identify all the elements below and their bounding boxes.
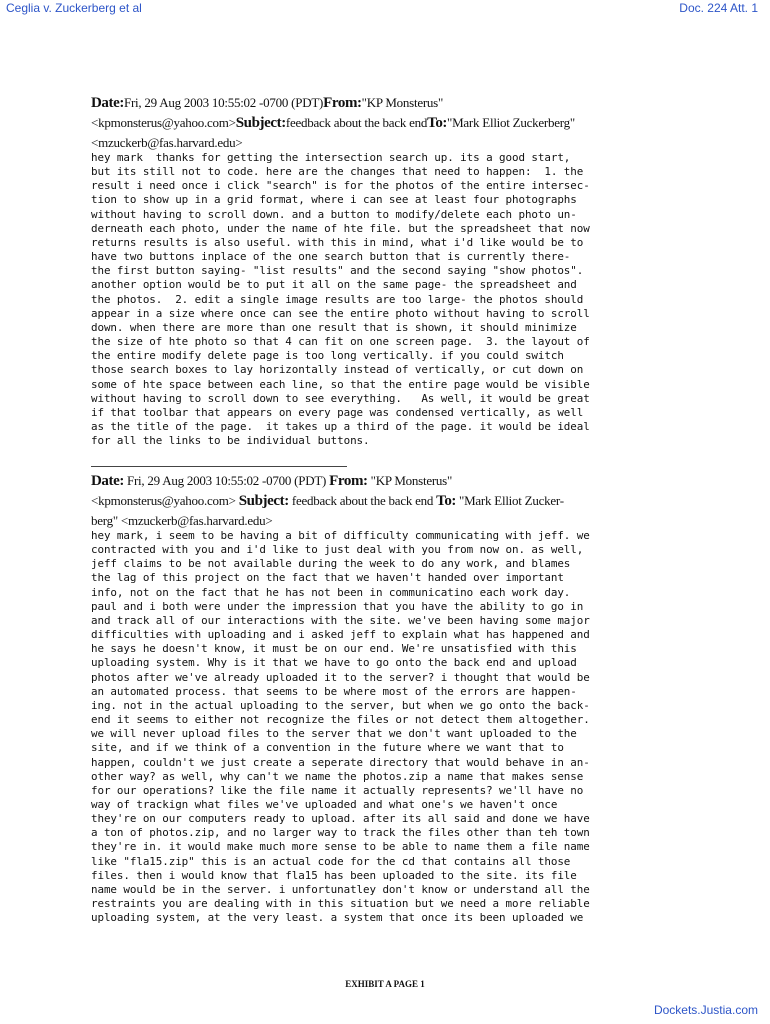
email1-body-line: for all the links to be individual buttons. bbox=[91, 434, 370, 448]
email1-body-line: returns results is also useful. with this in mind, what i'd like would be to bbox=[91, 235, 584, 249]
email2-body-line: for our operations? like the file name it actually represents? we'll have no bbox=[91, 783, 584, 797]
email1-from-label: From: bbox=[323, 95, 362, 111]
email2-body-line: contracted with you and i'd like to just deal with you from now on. as well, bbox=[91, 543, 584, 557]
email2-from-label: From: bbox=[329, 473, 368, 489]
email2-body bbox=[91, 529, 677, 925]
email2-body-line: photos after we've already uploaded it to the server? i thought that would be bbox=[91, 670, 590, 684]
email2-body-line: he says he doesn't know, it must be on our end. We're unsatisfied with this bbox=[91, 642, 577, 656]
email1-from: "KP Monsterus" bbox=[361, 95, 444, 110]
email2-body-line: difficulties with uploading and i asked jeff to explain what has happened and bbox=[91, 628, 590, 642]
email1-subject-label: Subject: bbox=[235, 115, 286, 131]
email2-body-line: uploading system. Why is it that we have to go onto the back end and upload bbox=[91, 656, 577, 670]
email2-date: Fri, 29 Aug 2003 10:55:02 -0700 (PDT) bbox=[123, 473, 330, 488]
doc-reference-link[interactable]: Doc. 224 Att. 1 bbox=[679, 1, 758, 15]
email1-body-line: the entire modify delete page is too long vertically. if you could switch bbox=[91, 349, 564, 363]
email1-body-line: another option would be to put it all on the same page- the spreadsheet and bbox=[91, 278, 577, 292]
email2-to-label: To: bbox=[436, 493, 457, 509]
email1-body-line: without having to scroll down to see everything. As well, it would be great bbox=[91, 391, 590, 405]
email1-body-line: derneath each photo, under the name of hte file. but the spreadsheet that now bbox=[91, 221, 590, 235]
email1-body-line: tion to show up in a grid format, where i can see at least four photographs bbox=[91, 193, 577, 207]
email1-from-address: <kpmonsterus@yahoo.com> bbox=[91, 115, 236, 130]
email1-body-line: without having to scroll down. and a button to modify/delete each photo un- bbox=[91, 207, 577, 221]
email1-subject: feedback about the back end bbox=[285, 115, 428, 130]
email2-body-line: jeff claims to be not available during the week to do any work, and blames bbox=[91, 557, 571, 571]
email2-header-line2 bbox=[91, 491, 681, 511]
email1-body bbox=[91, 151, 677, 448]
email1-body-line: but its still not to code. here are the changes that need to happen: 1. the bbox=[91, 165, 584, 179]
email2-body-line: the lag of this project on the fact that we haven't handed over important bbox=[91, 571, 564, 585]
email2-from-address: <kpmonsterus@yahoo.com> bbox=[91, 493, 239, 508]
email1-header bbox=[91, 93, 681, 153]
email1-body-line: the first button saying- "list results" and the second saying "show photos". bbox=[91, 264, 584, 278]
email2-body-line: a ton of photos.zip, and no larger way to track the files other than teh town bbox=[91, 826, 590, 840]
email2-body-line: like "fla15.zip" this is an actual code for the cd that contains all those bbox=[91, 854, 571, 868]
email1-body-line: hey mark thanks for getting the intersection search up. its a good start, bbox=[91, 151, 571, 164]
email1-header-line2 bbox=[91, 113, 681, 133]
email2-from: "KP Monsterus" bbox=[367, 473, 453, 488]
email2-body-line: site, and if we think of a convention in the future where we want that to bbox=[91, 741, 564, 755]
case-caption-link[interactable]: Ceglia v. Zuckerberg et al bbox=[6, 1, 142, 15]
email2-subject: feedback about the back end bbox=[288, 493, 437, 508]
email2-body-line: they're in. it would make much more sense to be able to name them a file name bbox=[91, 840, 590, 854]
email1-body-line: as the title of the page. it takes up a third of the page. it would be ideal bbox=[91, 419, 590, 433]
email1-body-line: some of hte space between each line, so that the entire page would be visible bbox=[91, 377, 590, 391]
email2-body-line: other way? as well, why can't we name the photos.zip a name that makes sense bbox=[91, 769, 584, 783]
email1-body-line: result i need once i click "search" is for the photos of the entire intersec- bbox=[91, 179, 590, 193]
source-link[interactable]: Dockets.Justia.com bbox=[653, 1003, 758, 1017]
email1-body-line: have two buttons inplace of the one search button that is currently there- bbox=[91, 250, 571, 264]
email1-header-line3: <mzuckerb@fas.harvard.edu> bbox=[91, 135, 243, 150]
email1-date: Fri, 29 Aug 2003 10:55:02 -0700 (PDT) bbox=[123, 95, 324, 110]
exhibit-page-label: EXHIBIT A PAGE 1 bbox=[345, 979, 425, 989]
email1-body-line: those search boxes to lay horizontally instead of vertically, or cut down on bbox=[91, 363, 584, 377]
email2-body-line: info, not on the fact that he has not been in communicatino each work day. bbox=[91, 585, 571, 599]
email2-body-line: end it seems to either not recognize the files or not detect them altogether. bbox=[91, 713, 590, 727]
email2-body-line: restraints you are dealing with in this situation but we need a more reliable bbox=[91, 897, 590, 911]
email2-header bbox=[91, 471, 681, 531]
email2-body-line: files. then i would know that fla15 has been uploaded to the site. its file bbox=[91, 868, 577, 882]
email1-date-label: Date: bbox=[91, 95, 124, 111]
email2-body-line: paul and i both were under the impression that you have the ability to go in bbox=[91, 599, 584, 613]
email2-date-label: Date: bbox=[91, 473, 124, 489]
email1-to-label: To: bbox=[427, 115, 448, 131]
email2-body-line: an automated process. that seems to be where most of the errors are happen- bbox=[91, 684, 577, 698]
email2-subject-label: Subject: bbox=[238, 493, 289, 509]
email2-header-line3: berg" <mzuckerb@fas.harvard.edu> bbox=[91, 513, 273, 528]
email1-body-line: if that toolbar that appears on every page was condensed vertically, as well bbox=[91, 405, 584, 419]
email2-body-line: they're on our computers ready to upload. after its all said and done we have bbox=[91, 812, 590, 826]
email2-body-line: name would be in the server. i unfortunatley don't know or understand all the bbox=[91, 882, 590, 896]
email2-body-line: way of trackign what files we've uploaded and what one's we haven't once bbox=[91, 797, 558, 811]
email2-to: "Mark Elliot Zucker- bbox=[456, 493, 564, 508]
email2-body-line: happen, couldn't we just create a seperate directory that would behave in an- bbox=[91, 755, 590, 769]
email2-body-line: hey mark, i seem to be having a bit of difficulty communicating with jeff. we bbox=[91, 529, 590, 542]
email2-body-line: ing. not in the actual uploading to the server, but when we go onto the back- bbox=[91, 698, 590, 712]
email2-header-line1 bbox=[91, 471, 681, 491]
email2-body-line: and track all of our interactions with the site. we've been having some major bbox=[91, 613, 590, 627]
email-separator-rule bbox=[91, 466, 347, 467]
email1-body-line: the size of hte photo so that 4 can fit on one screen page. 3. the layout of bbox=[91, 335, 590, 349]
email1-to: "Mark Elliot Zuckerberg" bbox=[447, 115, 575, 130]
email1-body-line: down. when there are more than one result that is shown, it should minimize bbox=[91, 320, 577, 334]
email2-body-line: we will never upload files to the server that we don't want uploaded to the bbox=[91, 727, 577, 741]
email1-header-line1 bbox=[91, 93, 681, 113]
email2-body-line: uploading system, at the very least. a system that once its been uploaded we bbox=[91, 911, 584, 925]
email1-body-line: the photos. 2. edit a single image results are too large- the photos should bbox=[91, 292, 584, 306]
email1-body-line: appear in a size where once can see the entire photo without having to scroll bbox=[91, 306, 590, 320]
